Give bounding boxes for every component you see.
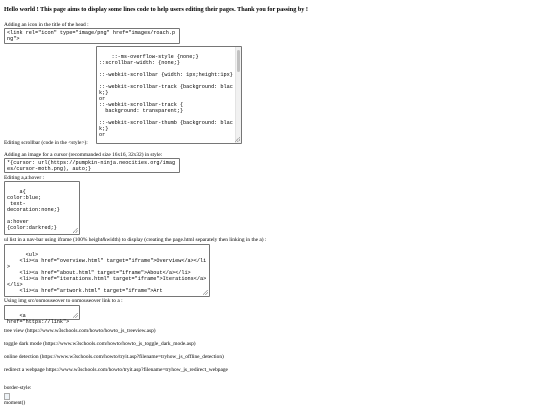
navbar-code-text: <ul> <li><a href="overview.html" target="iframe">Overview</a></li> <li><a href="about.html" target="iframe">About</a></li> <li><a href="iterations.html" target="iframe">Iterations</a></li> <li><a href="artwork.html" target="iframe">Art bbox=[7, 252, 207, 294]
scrollbar-thumb[interactable] bbox=[237, 50, 240, 72]
navbar-label: ul list in a nav-bar using iframe (100% height&width) to display (creating the page.html separately then linking in the a) : bbox=[4, 237, 267, 243]
resize-grip-icon[interactable] bbox=[235, 137, 240, 142]
hover-code-textarea[interactable] bbox=[4, 181, 80, 235]
moment-text: moment() bbox=[4, 400, 26, 406]
navbar-code-textarea[interactable] bbox=[4, 244, 210, 297]
redirect-link: redirect a webpage https://www.w3schools.com/howto/tryit.asp?filename=tryhow_js_redirect_webpage bbox=[4, 367, 228, 373]
page-heading: Hello world ! This page aims to display some lines code to help users editing their pages. Thank you for passing by ! bbox=[4, 6, 308, 13]
online-detection-link: online detection (https://www.w3schools.com/howto/tryit.asp?filename=tryhow_js_offline_detection) bbox=[4, 354, 224, 360]
icon-label: Adding an icon in the title of the head : bbox=[4, 22, 89, 28]
cursor-code-textarea[interactable]: *{cursor: url(https://pumpkin-ninja.neocities.org/images/cursor-moth.png), auto;} bbox=[4, 158, 180, 173]
scrollbar-code-text: ::-ms-overflow-style {none;} ::scrollbar-width: {none;} ::-webkit-scrollbar {width: 1px;height:1px} ::-webkit-scrollbar-track {background: black;} or ::-webkit-scrollbar-track { background: transparent;} ::-webkit-scrollbar-thumb {background: black;} or bbox=[99, 54, 233, 138]
border-style-label: border-style: bbox=[4, 385, 32, 391]
resize-grip-icon[interactable] bbox=[73, 313, 78, 318]
resize-grip-icon[interactable] bbox=[203, 290, 208, 295]
mouseover-code-textarea[interactable] bbox=[4, 305, 80, 325]
hover-label: Editing a,a:hover : bbox=[4, 175, 44, 181]
scrollbar-label: Editing scrollbar (code in the <style>): bbox=[4, 140, 88, 146]
cursor-label: Adding an image for a cursor (recommanded size 16x16, 32x32) in style: bbox=[4, 152, 163, 158]
mouseover-code-text: <a href="https://link"> bbox=[7, 313, 70, 325]
scrollbar-code-textarea[interactable] bbox=[96, 46, 242, 144]
hover-code-text: a{ color:blue; text- decoration:none;} a:hover {color:darkred;} bbox=[7, 189, 60, 231]
icon-code-textarea[interactable]: <link rel="icon" type="image/png" href="images/roach.png"> bbox=[4, 28, 180, 44]
textarea-scrollbar[interactable] bbox=[235, 47, 241, 143]
broken-image-icon bbox=[4, 393, 10, 400]
resize-grip-icon[interactable] bbox=[73, 228, 78, 233]
dark-mode-link: toggle dark mode (https://www.w3schools.com/howto/howto_js_toggle_dark_mode.asp) bbox=[4, 341, 196, 347]
mouseover-label: Using img src/onmouseover to onmouseover link to a : bbox=[4, 298, 123, 304]
tree-view-link: tree view (https://www.w3schools.com/howto/howto_js_treeview.asp) bbox=[4, 328, 156, 334]
